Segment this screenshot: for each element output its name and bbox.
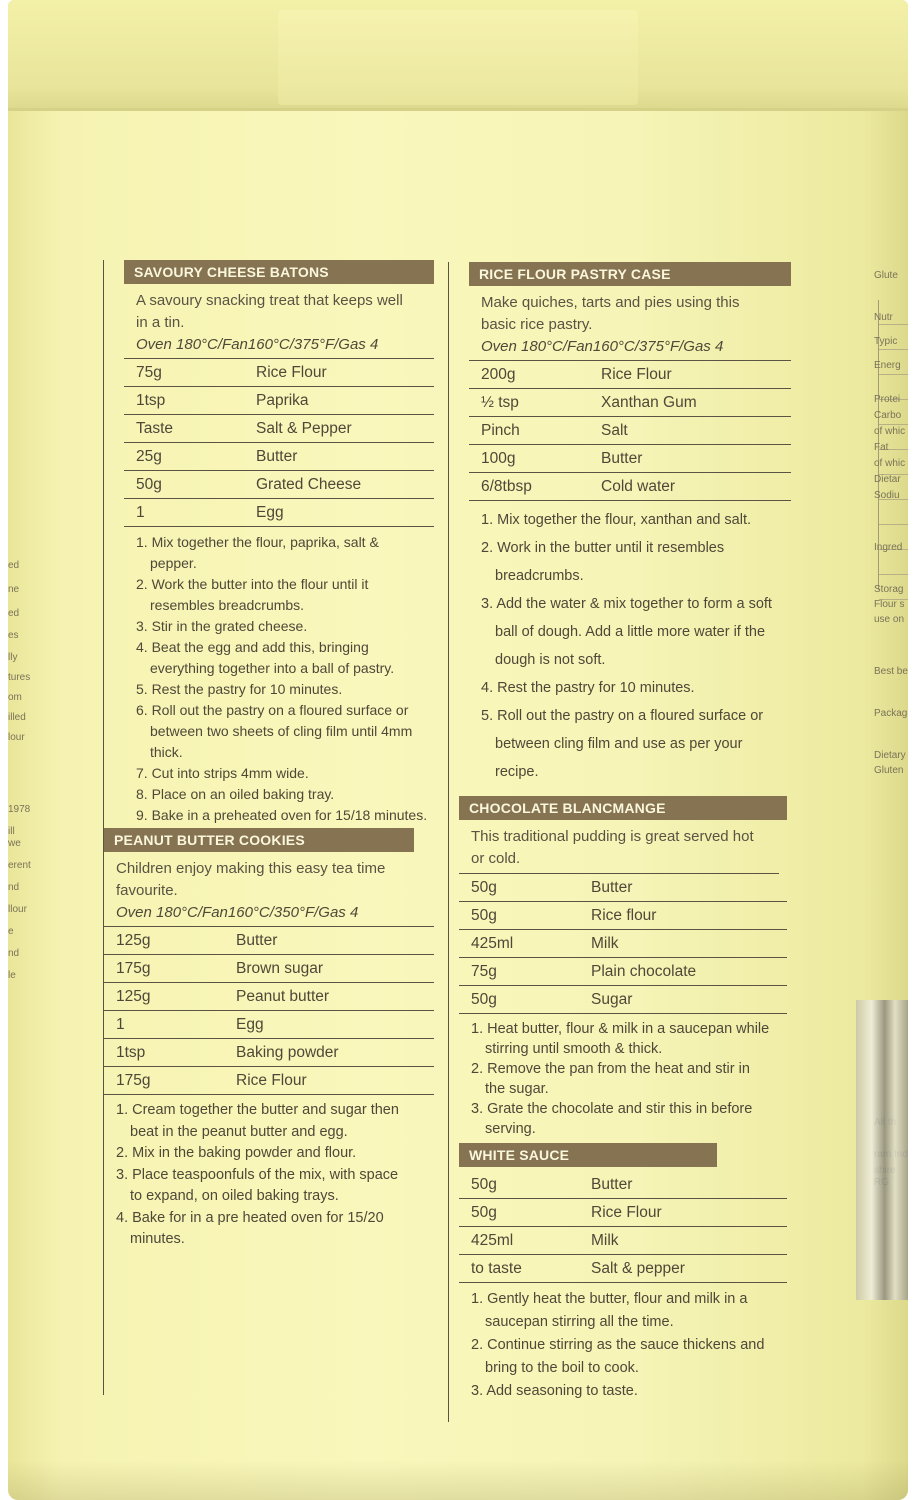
recipe-intro: This traditional pudding is great served hot or cold. — [459, 820, 779, 874]
ingredient-row: 175g Brown sugar — [104, 955, 434, 983]
ingredient-row: Taste Salt & Pepper — [124, 415, 434, 443]
ingredient-row: 125g Butter — [104, 927, 434, 955]
ingredient-table — [459, 874, 787, 1014]
left-edge-text: ed ne ed es lly tures om illed lour 1978 ill we erent nd llour e nd le — [8, 560, 31, 981]
recipe-chocolate-blancmange — [459, 796, 787, 1139]
recipe-rice-flour-pastry-case — [469, 262, 791, 786]
recipe-title: PEANUT BUTTER COOKIES — [104, 828, 414, 852]
product-photo-edge — [856, 1000, 908, 1300]
bag-bottom-shadow — [8, 1460, 908, 1500]
ingredient-row: 6/8tbsp Cold water — [469, 473, 791, 501]
method-steps: 1. Mix together the flour, paprika, salt & pepper. 2. Work the butter into the flour until it resembles breadcrumbs. 3. Stir in the grated cheese. 4. Beat the egg and add this, bringing everything together into a ball of pastry. 5. Rest the pastry for 10 minutes. 6. Roll out the pastry on a floured surface or between two sheets of cling film until 4mm thick. 7. Cut into strips 4mm wide. 8. Place on an oiled baking tray. 9. Bake in a preheated oven for 15/18 minutes. — [136, 534, 428, 823]
ingredient-row: Pinch Salt — [469, 417, 791, 445]
ingredient-row: ½ tsp Xanthan Gum — [469, 389, 791, 417]
method-steps: 1. Heat butter, flour & milk in a saucepan while stirring until smooth & thick. 2. Remove the pan from the heat and stir in the sugar. 3. Grate the chocolate and stir this in before serving. — [471, 1021, 770, 1137]
recipe-intro: A savoury snacking treat that keeps well in a tin. — [136, 292, 403, 331]
ingredient-row: 1 Egg — [104, 1011, 434, 1039]
ingredient-row: 100g Butter — [469, 445, 791, 473]
left-recipe-column — [103, 260, 444, 1395]
ingredient-row: 25g Butter — [124, 443, 434, 471]
oven-temperature: Oven 180°C/Fan160°C/375°F/Gas 4 — [469, 336, 791, 361]
method-steps: 1. Gently heat the butter, flour and milk in a saucepan stirring all the time. 2. Continue stirring as the sauce thickens and bring to the boil to cook. 3. Add seasoning to taste. — [471, 1291, 765, 1399]
recipe-title: WHITE SAUCE — [459, 1143, 717, 1167]
ingredient-row: 1tsp Paprika — [124, 387, 434, 415]
ingredient-row: 50g Grated Cheese — [124, 471, 434, 499]
ingredient-row: 1tsp Baking powder — [104, 1039, 434, 1067]
ingredient-row: 425ml Milk — [459, 1227, 787, 1255]
ingredient-table — [104, 927, 434, 1095]
ingredient-row: 1 Egg — [124, 499, 434, 527]
ingredient-table — [469, 361, 791, 501]
flour-bag-back — [8, 0, 908, 1500]
method-steps: 1. Mix together the flour, xanthan and salt. 2. Work in the butter until it resembles breadcrumbs. 3. Add the water & mix together to form a soft ball of dough. Add a little more water if the dough is not soft. 4. Rest the pastry for 10 minutes. 5. Roll out the pastry on a floured surface or between cling film and use as per your recipe. — [481, 512, 772, 780]
fold-line — [8, 108, 908, 111]
recipe-title: RICE FLOUR PASTRY CASE — [469, 262, 791, 286]
ingredient-row: 75g Rice Flour — [124, 359, 434, 387]
ingredient-row: 50g Rice Flour — [459, 1199, 787, 1227]
ingredient-row: 50g Butter — [459, 874, 787, 902]
recipe-peanut-butter-cookies — [104, 828, 434, 1251]
method-steps: 1. Cream together the butter and sugar then beat in the peanut butter and egg. 2. Mix in the baking powder and flour. 3. Place teaspoonfuls of the mix, with space to expand, on oiled baking trays. 4. Bake for in a pre heated oven for 15/20 minutes. — [116, 1102, 399, 1247]
fold-crease — [278, 10, 638, 105]
bag-top-fold — [8, 0, 908, 110]
ingredient-table — [459, 1171, 787, 1283]
recipe-savoury-cheese-batons — [124, 260, 434, 826]
right-recipe-column — [448, 262, 799, 1422]
ingredient-row: 50g Rice flour — [459, 902, 787, 930]
recipe-intro: Make quiches, tarts and pies using this basic rice pastry. — [481, 294, 740, 333]
recipe-intro: Children enjoy making this easy tea time favourite. — [116, 860, 386, 899]
ingredient-row: 50g Sugar — [459, 986, 787, 1014]
oven-temperature: Oven 180°C/Fan160°C/350°F/Gas 4 — [104, 902, 434, 927]
recipe-title: SAVOURY CHEESE BATONS — [124, 260, 434, 284]
ingredient-row: 75g Plain chocolate — [459, 958, 787, 986]
ingredient-row: 125g Peanut butter — [104, 983, 434, 1011]
recipe-title: CHOCOLATE BLANCMANGE — [459, 796, 787, 820]
ingredient-row: 175g Rice Flour — [104, 1067, 434, 1095]
recipe-white-sauce — [459, 1143, 787, 1403]
ingredient-row: 425ml Milk — [459, 930, 787, 958]
ingredient-row: 50g Butter — [459, 1171, 787, 1199]
right-edge-text: Glute Nutr Typic Energ Protei Carbo of whic Fat of whic Dietar Sodiu Ingred Storag Flour s use on Best be Packag Dietary Gluten — [874, 270, 908, 776]
ingredient-table — [124, 359, 434, 527]
ingredient-row: to taste Salt & pepper — [459, 1255, 787, 1283]
oven-temperature: Oven 180°C/Fan160°C/375°F/Gas 4 — [124, 334, 434, 359]
ingredient-row: 200g Rice Flour — [469, 361, 791, 389]
